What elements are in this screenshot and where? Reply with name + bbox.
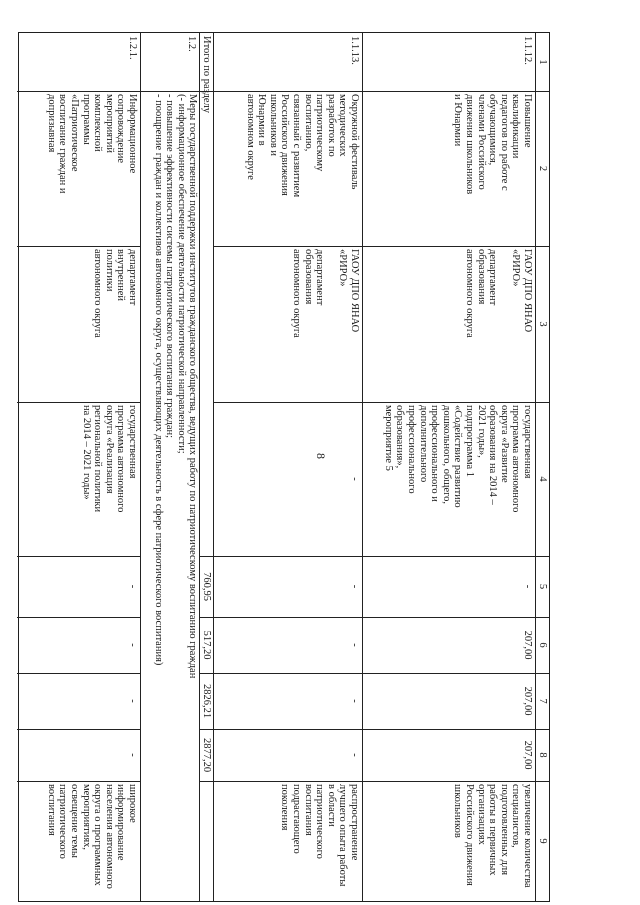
section-total-col6: 517,20	[201, 630, 212, 660]
row-1-1-12-result: увеличение количества специалистов, подготовленных для работы в первичных организациях Российского движения школьников	[452, 784, 533, 888]
column-divider	[200, 617, 549, 618]
column-divider	[17, 781, 141, 782]
header-col-9: 9	[537, 838, 548, 844]
column-divider	[17, 729, 141, 730]
column-divider	[200, 673, 549, 674]
header-col-1: 1	[537, 59, 548, 65]
row-1-2-number: 1.2.	[186, 36, 197, 52]
column-divider	[214, 246, 549, 247]
row-1-1-13-col8: -	[349, 753, 360, 757]
program-table	[18, 32, 550, 902]
row-1-1-12-col8: 207,00	[522, 740, 533, 770]
section-total-col7: 2826,21	[201, 683, 212, 719]
row-1-2-1-col8: -	[127, 753, 138, 757]
header-col-6: 6	[537, 642, 548, 648]
column-divider	[17, 246, 141, 247]
row-1-1-13-number: 1.1.13.	[349, 36, 360, 65]
row-divider	[362, 33, 363, 901]
row-1-2-section-heading: Меры государственной поддержки институтов гражданского общества, ведущих работу по патриотическому воспитанию граждан (- информационное обеспечение деятельности патриотической направленности; - повышение эффективности системы патриотического воспитания граждан; - поощрение граждан и коллективов автономного округа, осуществляющих деятельность в сфере патриотического воспитания)	[152, 94, 198, 679]
column-divider	[200, 729, 549, 730]
column-divider	[17, 556, 141, 557]
column-divider	[200, 556, 549, 557]
row-1-2-1-col7: -	[127, 699, 138, 703]
row-1-1-12-col6: 207,00	[522, 630, 533, 660]
row-1-1-13-col5: -	[349, 584, 360, 589]
column-divider	[17, 91, 141, 92]
row-1-1-12-name: Повышение квалификации педагогов по работе с обучающимися, членами Российского движения школьников и Юнармии	[452, 94, 533, 195]
row-1-2-1-col6: -	[127, 643, 138, 647]
column-divider	[200, 781, 549, 782]
column-divider	[214, 402, 549, 403]
column-divider	[17, 673, 141, 674]
row-1-2-1-number: 1.2.1.	[127, 36, 138, 60]
row-1-1-12-number: 1.1.12.	[522, 36, 533, 65]
row-1-1-13-name: Окружной фестиваль методических разработок по патриотическому воспитанию, связанный с развитием Российского движения школьников и Юнармии в автономном округе	[244, 94, 360, 198]
column-divider	[17, 617, 141, 618]
section-total-col8: 2877,20	[201, 737, 212, 773]
row-1-2-1-program: государственная программа автономного округа «Реализация региональной политики на 2014 – 2021 годы»	[80, 405, 138, 513]
row-divider	[213, 33, 214, 901]
row-1-2-1-name: Информационное сопровождение мероприятий комплексной программы «Патриотическое воспитание граждан и допризывная	[45, 94, 138, 194]
column-divider	[17, 402, 141, 403]
row-1-1-12-executor: ГАОУ ДПО ЯНАО «РИРО» департамент образования автономного округа	[464, 249, 533, 338]
row-1-1-12-program: государственная программа автономного округа «Развитие образования на 2014 – 2021 годы», подпрограмма 1 «Содействие развитию дошкольного, общего, профессионального и дополнительного профессионального образования», мероприятие 5	[382, 405, 533, 513]
row-1-1-12-col5: -	[522, 584, 533, 589]
row-1-2-1-result: широкое информирование населения автономного округа о программных мероприятиях, освещение темы патриотического воспитания	[45, 784, 138, 889]
row-1-1-13-program: -	[349, 477, 360, 481]
row-1-1-13-col7: -	[349, 699, 360, 703]
row-1-1-13-executor: ГАОУ ДПО ЯНАО «РИРО» департамент образования автономного округа	[291, 249, 360, 338]
row-1-1-13-result: распространение лучшего опыта работы в области патриотического воспитания подрастающего поколения	[279, 784, 360, 887]
header-col-5: 5	[537, 583, 548, 590]
header-col-2: 2	[537, 165, 548, 172]
row-divider	[140, 33, 141, 901]
header-col-4: 4	[537, 476, 548, 482]
section-total-label: Итого по разделу	[201, 36, 212, 114]
row-1-2-1-col5: -	[127, 584, 138, 589]
header-col-8: 8	[537, 752, 548, 758]
row-1-1-13-col6: -	[349, 643, 360, 647]
page-number: 8	[314, 453, 328, 459]
header-col-3: 3	[537, 321, 548, 327]
row-1-1-12-col7: 207,00	[522, 686, 533, 716]
header-col-7: 7	[537, 698, 548, 704]
row-1-2-1-executor: департамент внутренней политики автономного округа	[92, 249, 138, 338]
section-total-col5: 760,95	[201, 572, 212, 601]
